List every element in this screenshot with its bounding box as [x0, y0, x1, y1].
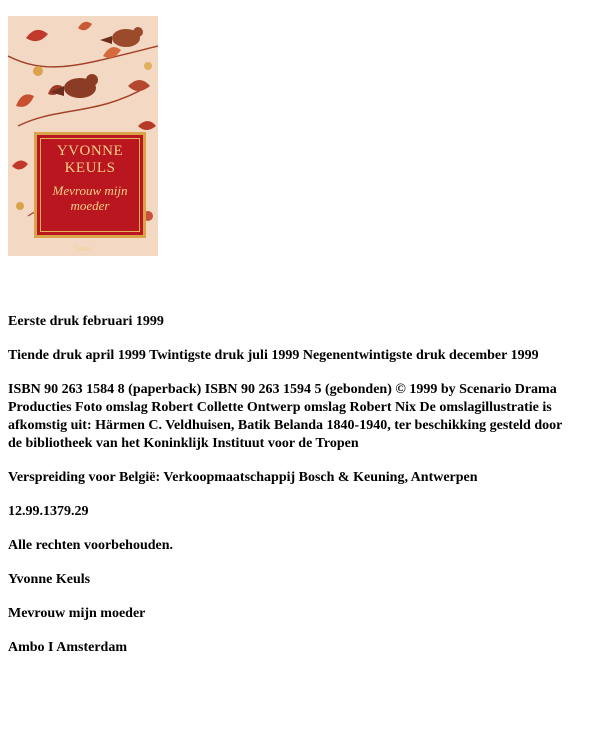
book-cover [8, 16, 158, 256]
code: 12.99.1379.29 [8, 504, 89, 519]
publisher: Ambo I Amsterdam [8, 640, 127, 655]
author: Yvonne Keuls [8, 572, 91, 587]
title: Mevrouw mijn moeder [8, 606, 146, 621]
rights: Alle rechten voorbehouden. [8, 538, 174, 553]
cover-title: Mevrouw mijn moeder [52, 183, 128, 213]
cover-title-panel [34, 132, 146, 238]
cover-publisher-label: Ambo [74, 245, 92, 253]
first-print: Eerste druk februari 1999 [8, 314, 164, 329]
cover-publisher [8, 245, 158, 254]
colophon [8, 313, 568, 657]
cover-author: YVONNE KEULS [56, 143, 124, 176]
isbn-credits: ISBN 90 263 1584 8 (paperback) ISBN 90 263 1594 5 (gebonden) © 1999 by Scenario Drama Producties Foto omslag Robert Collette Ontwerp omslag Robert Nix De omslagillustratie is afkomstig uit: Härmen C. Veldhuisen, Batik Belanda 1840-1940, ter beschikking gesteld door de bibliotheek van het Koninklijk Instituut voor de Tropen [8, 382, 563, 451]
reprints: Tiende druk april 1999 Twintigste druk juli 1999 Negenentwintigste druk december 1999 [8, 348, 539, 363]
page [8, 16, 582, 673]
distribution: Verspreiding voor België: Verkoopmaatschappij Bosch & Keuning, Antwerpen [8, 470, 478, 485]
